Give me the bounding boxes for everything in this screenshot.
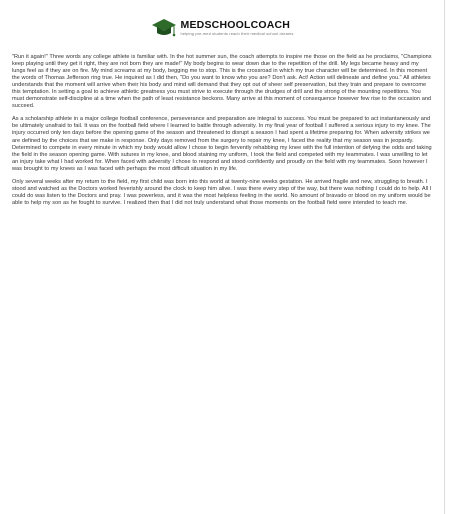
brand-tagline: helping pre-med students reach their medical school dreams: [180, 31, 294, 36]
page-header: [12, 10, 432, 46]
essay-paragraph-3: Only several weeks after my return to the field, my first child was born into this world at twenty-nine weeks gestation. He arrived fragile and new, struggling to breath. I stood and watched as the Doctors worked feverishly around the clock to keep him alive. I was there every step of the way, but there was nothing I could do to help. All I could do was listen to the Doctors and pray. I was powerless, and it was the most helpless feeling in the world. No amount of bravado or blood on my uniform would be able to help my son as he fought to survive. I realized then that I did not truly understand what those moments on the football field were intended to teach me.: [12, 178, 432, 206]
medschoolcoach-logo: [151, 16, 294, 40]
graduation-cap-icon: [151, 16, 177, 40]
essay-page: [4, 0, 445, 514]
essay-paragraph-1: "Run it again!" Three words any college athlete is familiar with. In the hot summer sun, the coach attempts to inspire me those on the field as he proclaims, "Champions keep playing until they get it right, they are not born they are made!" My body begins to wear down due to the repetition of the drill. My legs became heavy and my lungs feel as if they are on fire. My mind screams at my body, begging me to stop. This is the crossroad in which my true character will be determined. In this moment the words of Thomas Jefferson ring true. He inquired as I did then, "Do you want to know who you are? Don't ask. Act! Action will delineate and define you." All athletes understands that the moment will arrive when their his body and mind will demand that they opt out of sheer self preservation, but they train and prepare to overcome this temptation. In setting a goal to achieve athletic greatness you must strive to execute through the drudges of drill and the strong of the mounting repetitions. You must demonstrate self-discipline at a time when the path of least resistance beckons. Many arrive at this moment of consequence however few rise to the occasion and succeed.: [12, 54, 432, 110]
essay-paragraph-2: As a scholarship athlete in a major college football conference, perseverance and preparation are integral to success. You must be prepared to act instantaneously and be ultimately unafraid to fail. It was on the football field where I learned to battle through adversity. In my final year of football I suffered a serious injury to my knee. The injury occurred only ten days before the opening game of the season and threatened to disrupt a season I had spent a lifetime preparing for. When adversity strikes we are defined by the choices that we make in response. Only days removed from the surgery to repair my knee, I faced the reality that my season was in jeopardy. Determined to compete in every minute in which my body would allow I chose to begin fervently rehabbing my knee with the full intention of defying the odds and taking the field in the season opening game. With sutures in my knee, and blood staining my uniform, I took the field and competed with my teammates. I was unwilling to let an injury take what I had worked for. When faced with adversity I chose to respond and stood confidently and proudly on the field with my teammates. Soon however I was brought to my knees as I was faced with perhaps the most difficult situation in my life.: [12, 116, 432, 172]
brand-name: MEDSCHOOLCOACH: [180, 19, 291, 31]
